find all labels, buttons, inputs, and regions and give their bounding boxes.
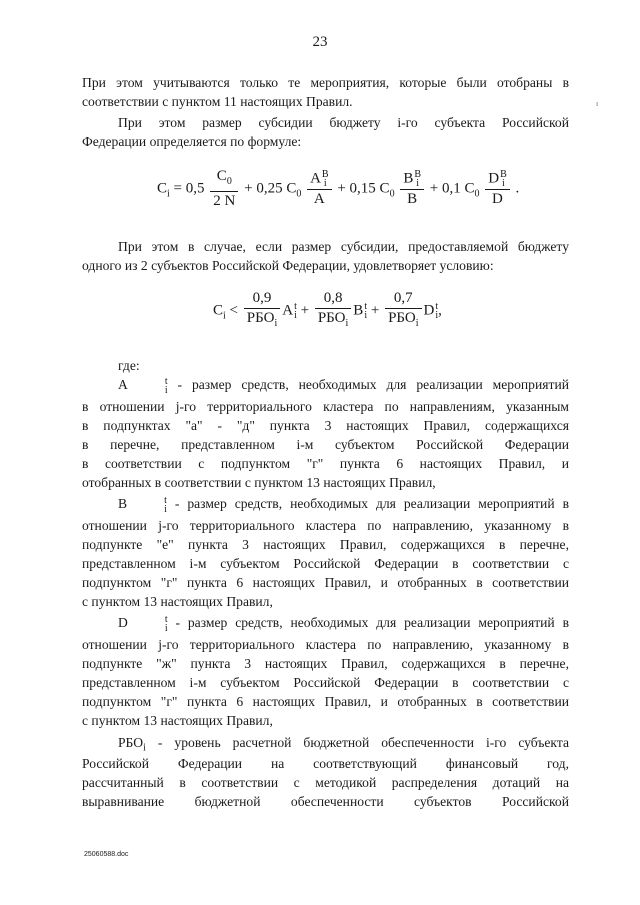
formula-lhs: C	[157, 180, 168, 197]
def-rbo-line-4: выравнивание бюджетной обеспеченности субъектов Российской	[82, 794, 569, 809]
condition-formula: $C_i$ < $\frac{0,9}{РБО_i}$ A t i + $\frac{0,8}{РБО_i}$ B t i + $\frac{0,7}{РБО_i}$ D t i ,	[213, 290, 442, 332]
fraction-09: $\frac{0,9}{РБО_i}$	[244, 290, 280, 332]
def-rbo-line-1: $РБО_i$ - уровень расчетной бюджетной обеспеченности i-го субъекта	[118, 735, 569, 754]
formula-term-2: + 0,25 C	[244, 180, 297, 197]
page-number: 23	[312, 34, 328, 50]
formula-coef-1: = 0,5	[173, 180, 205, 197]
def-d-line-6: с пунктом 13 настоящих Правил,	[82, 713, 273, 728]
def-a-line-6: отобранных в соответствии с пунктом 13 настоящих Правил,	[82, 475, 436, 490]
paragraph-1-line-2: соответствии с пунктом 11 настоящих Правил.	[82, 94, 353, 109]
def-a-line-2: в отношении j-го территориального кластера по направлениям, указанным	[82, 399, 569, 414]
footer-filename: 25060588.doc	[84, 851, 129, 858]
formula-term-3: + 0,15 C	[337, 180, 390, 197]
def-d-line-5: подпунктом "г" пункта 6 настоящих Правил, и отобранных в соответствии	[82, 694, 569, 709]
def-b-line-4: представленном i-м субъектом Российской Федерации в соответствии с	[82, 556, 569, 571]
formula-term-4: + 0,1 C	[429, 180, 475, 197]
def-rbo-line-3: рассчитанный в соответствии с методикой распределения дотаций на	[82, 775, 569, 790]
def-b-line-5: подпунктом "г" пункта 6 настоящих Правил, и отобранных в соответствии	[82, 575, 569, 590]
def-b-line-2: отношении j-го территориального кластера по направлению, указанному в	[82, 518, 569, 533]
paragraph-2-line-1: При этом размер субсидии бюджету i-го субъекта Российской	[118, 115, 569, 130]
fraction-b: B B i B	[400, 170, 424, 208]
paragraph-2-line-2: Федерации определяется по формуле:	[82, 134, 302, 149]
def-d-line-4: представленном i-м субъектом Российской Федерации в соответствии с	[82, 675, 569, 690]
def-rbo-line-2: Российской Федерации на соответствующий финансовый год,	[82, 756, 569, 771]
def-b-line-1: B t i - размер средств, необходимых для реализации мероприятий в	[118, 494, 569, 515]
margin-mark: ı	[596, 99, 599, 108]
fraction-a: A B i A	[307, 170, 332, 208]
def-a-line-5: в соответствии с подпунктом "г" пункта 6 настоящих Правил, и	[82, 456, 569, 471]
def-a-line-1: A t i - размер средств, необходимых для реализации мероприятий	[118, 375, 569, 396]
formula-lhs-sub: i	[167, 188, 170, 200]
def-d-line-3: подпункте "ж" пункта 3 настоящих Правил, содержащихся в перечне,	[82, 656, 569, 671]
where-label: где:	[118, 358, 140, 373]
paragraph-1-line-1: При этом учитываются только те мероприятия, которые были отобраны в	[82, 75, 569, 90]
subsidy-formula: $C_i = 0,5$ $\frac{C_0}{2 N}$ + 0,25 $C_0$ A B i A + 0,15 $C_0$ B B i B + 0,1 $C_0$ D B i D .	[157, 168, 520, 209]
paragraph-3-line-1: При этом в случае, если размер субсидии, предоставляемой бюджету	[118, 239, 569, 254]
def-d-line-1: D t i - размер средств, необходимых для реализации мероприятий в	[118, 613, 569, 634]
def-a-line-4: в перечне, представленном i-м субъектом Российской Федерации	[82, 437, 569, 452]
fraction-08: $\frac{0,8}{РБО_i}$	[315, 290, 351, 332]
fraction-c0-2n: $\frac{C_0}{2 N}$	[210, 168, 238, 210]
fraction-07: $\frac{0,7}{РБО_i}$	[385, 290, 421, 332]
def-d-line-2: отношении j-го территориального кластера по направлению, указанному в	[82, 637, 569, 652]
def-a-line-3: в подпунктах "а" - "д" пункта 3 настоящих Правил, содержащихся	[82, 418, 569, 433]
def-b-line-3: подпункте "е" пункта 3 настоящих Правил, содержащихся в перечне,	[82, 537, 569, 552]
paragraph-3-line-2: одного из 2 субъектов Российской Федерации, удовлетворяет условию:	[82, 258, 494, 273]
def-b-line-6: с пунктом 13 настоящих Правил,	[82, 594, 273, 609]
fraction-d: D B i D	[485, 170, 510, 208]
